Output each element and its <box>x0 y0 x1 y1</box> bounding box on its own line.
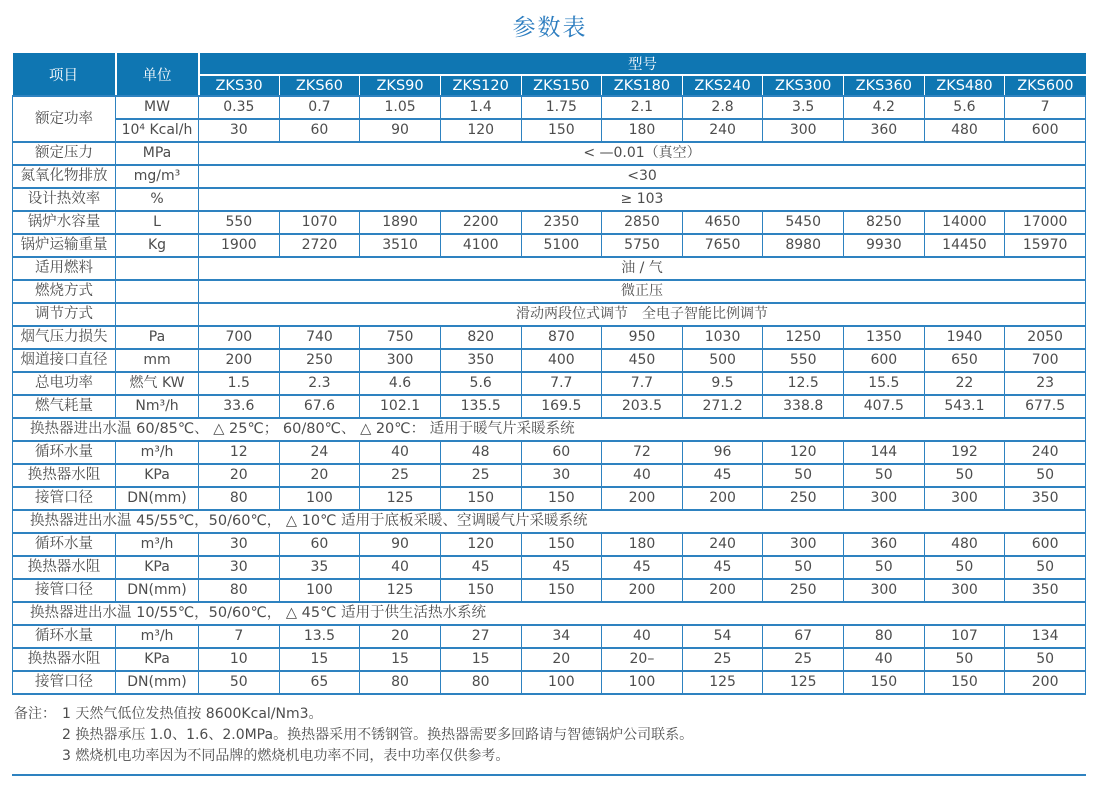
table-row <box>13 464 1086 487</box>
cell-value: 1.5 <box>199 372 280 395</box>
cell-value: 700 <box>199 326 280 349</box>
cell-value: 150 <box>844 671 925 694</box>
cell-value: 72 <box>602 441 683 464</box>
cell-value: 750 <box>360 326 441 349</box>
cell-value: 407.5 <box>844 395 925 418</box>
column-header-item: 项目 <box>13 53 116 96</box>
row-label: 循环水量 <box>13 441 116 464</box>
note-line: 2 换热器承压 1.0、1.6、2.0MPa。换热器采用不锈钢管。换热器需要多回路请与智德锅炉公司联系。 <box>62 727 694 743</box>
model-column-header: ZKS360 <box>844 75 925 96</box>
cell-value: 50 <box>199 671 280 694</box>
cell-value: 50 <box>924 648 1005 671</box>
cell-value: 40 <box>844 648 925 671</box>
model-column-header: ZKS120 <box>440 75 521 96</box>
cell-value: 1.4 <box>440 96 521 119</box>
row-label: 循环水量 <box>13 533 116 556</box>
cell-value: 15 <box>440 648 521 671</box>
cell-value: 15 <box>279 648 360 671</box>
cell-value: 200 <box>199 349 280 372</box>
bottom-divider <box>12 774 1086 776</box>
cell-value: 677.5 <box>1005 395 1086 418</box>
cell-value: 2050 <box>1005 326 1086 349</box>
cell-value: 125 <box>763 671 844 694</box>
cell-value: 25 <box>682 648 763 671</box>
cell-value: 4.2 <box>844 96 925 119</box>
cell-value: 950 <box>602 326 683 349</box>
row-unit: mm <box>116 349 199 372</box>
cell-value: 107 <box>924 625 1005 648</box>
model-column-header: ZKS480 <box>924 75 1005 96</box>
cell-value: 50 <box>844 464 925 487</box>
span-value: < —0.01（真空） <box>199 142 1086 165</box>
cell-value: 300 <box>763 533 844 556</box>
cell-value: 125 <box>360 487 441 510</box>
cell-value: 240 <box>1005 441 1086 464</box>
cell-value: 0.7 <box>279 96 360 119</box>
cell-value: 90 <box>360 533 441 556</box>
cell-value: 24 <box>279 441 360 464</box>
cell-value: 25 <box>440 464 521 487</box>
cell-value: 550 <box>199 211 280 234</box>
cell-value: 100 <box>602 671 683 694</box>
cell-value: 50 <box>763 464 844 487</box>
cell-value: 200 <box>602 487 683 510</box>
cell-value: 150 <box>521 487 602 510</box>
row-unit <box>116 257 199 280</box>
row-label: 额定压力 <box>13 142 116 165</box>
row-unit: MW <box>116 96 199 119</box>
cell-value: 45 <box>602 556 683 579</box>
row-label: 接管口径 <box>13 487 116 510</box>
table-row <box>13 441 1086 464</box>
row-label: 接管口径 <box>13 671 116 694</box>
cell-value: 480 <box>924 119 1005 142</box>
cell-value: 870 <box>521 326 602 349</box>
model-column-header: ZKS30 <box>199 75 280 96</box>
row-unit: Pa <box>116 326 199 349</box>
table-body <box>13 96 1086 694</box>
cell-value: 360 <box>844 533 925 556</box>
cell-value: 45 <box>521 556 602 579</box>
cell-value: 300 <box>763 119 844 142</box>
cell-value: 80 <box>440 671 521 694</box>
table-row <box>13 303 1086 326</box>
cell-value: 40 <box>360 556 441 579</box>
row-label: 额定功率 <box>13 96 116 142</box>
cell-value: 150 <box>440 579 521 602</box>
span-value: <30 <box>199 165 1086 188</box>
cell-value: 7 <box>1005 96 1086 119</box>
cell-value: 1900 <box>199 234 280 257</box>
row-unit: 10⁴ Kcal/h <box>116 119 199 142</box>
cell-value: 8250 <box>844 211 925 234</box>
cell-value: 20 <box>279 464 360 487</box>
cell-value: 8980 <box>763 234 844 257</box>
notes-label: 备注： <box>14 706 56 722</box>
cell-value: 35 <box>279 556 360 579</box>
row-label: 燃烧方式 <box>13 280 116 303</box>
cell-value: 200 <box>682 487 763 510</box>
table-row <box>13 625 1086 648</box>
span-value: 微正压 <box>199 280 1086 303</box>
row-unit: m³/h <box>116 533 199 556</box>
page-title: 参数表 <box>512 15 588 41</box>
table-row <box>13 257 1086 280</box>
table-row <box>13 533 1086 556</box>
table-row <box>13 119 1086 142</box>
row-label: 锅炉水容量 <box>13 211 116 234</box>
cell-value: 7.7 <box>602 372 683 395</box>
row-label: 适用燃料 <box>13 257 116 280</box>
cell-value: 180 <box>602 533 683 556</box>
cell-value: 144 <box>844 441 925 464</box>
cell-value: 250 <box>279 349 360 372</box>
cell-value: 80 <box>199 579 280 602</box>
span-value: 油 / 气 <box>199 257 1086 280</box>
span-value: ≥ 103 <box>199 188 1086 211</box>
cell-value: 203.5 <box>602 395 683 418</box>
cell-value: 2200 <box>440 211 521 234</box>
cell-value: 40 <box>602 625 683 648</box>
cell-value: 150 <box>924 671 1005 694</box>
row-unit: Kg <box>116 234 199 257</box>
model-column-header: ZKS240 <box>682 75 763 96</box>
cell-value: 50 <box>924 464 1005 487</box>
table-row <box>13 188 1086 211</box>
table-row <box>13 487 1086 510</box>
cell-value: 271.2 <box>682 395 763 418</box>
cell-value: 23 <box>1005 372 1086 395</box>
cell-value: 600 <box>844 349 925 372</box>
cell-value: 45 <box>682 464 763 487</box>
cell-value: 5.6 <box>440 372 521 395</box>
section-header: 换热器进出水温 60/85℃、 △ 25℃； 60/80℃、 △ 20℃： 适用于暖气片采暖系统 <box>13 418 1086 441</box>
cell-value: 40 <box>602 464 683 487</box>
cell-value: 120 <box>440 533 521 556</box>
row-label: 烟气压力损失 <box>13 326 116 349</box>
cell-value: 150 <box>521 579 602 602</box>
cell-value: 169.5 <box>521 395 602 418</box>
cell-value: 2850 <box>602 211 683 234</box>
row-unit: mg/m³ <box>116 165 199 188</box>
row-unit: m³/h <box>116 625 199 648</box>
row-label: 调节方式 <box>13 303 116 326</box>
cell-value: 650 <box>924 349 1005 372</box>
table-row <box>13 349 1086 372</box>
cell-value: 14450 <box>924 234 1005 257</box>
cell-value: 45 <box>682 556 763 579</box>
model-column-header: ZKS60 <box>279 75 360 96</box>
cell-value: 10 <box>199 648 280 671</box>
cell-value: 9.5 <box>682 372 763 395</box>
cell-value: 90 <box>360 119 441 142</box>
cell-value: 50 <box>1005 556 1086 579</box>
cell-value: 60 <box>521 441 602 464</box>
cell-value: 100 <box>279 579 360 602</box>
cell-value: 50 <box>924 556 1005 579</box>
cell-value: 120 <box>763 441 844 464</box>
model-column-header: ZKS300 <box>763 75 844 96</box>
cell-value: 13.5 <box>279 625 360 648</box>
row-unit: KPa <box>116 464 199 487</box>
row-label: 锅炉运输重量 <box>13 234 116 257</box>
row-unit: DN(mm) <box>116 579 199 602</box>
cell-value: 4.6 <box>360 372 441 395</box>
row-label: 换热器水阻 <box>13 648 116 671</box>
cell-value: 7.7 <box>521 372 602 395</box>
cell-value: 50 <box>844 556 925 579</box>
cell-value: 180 <box>602 119 683 142</box>
cell-value: 15 <box>360 648 441 671</box>
row-unit: DN(mm) <box>116 671 199 694</box>
cell-value: 3510 <box>360 234 441 257</box>
row-label: 循环水量 <box>13 625 116 648</box>
table-row <box>13 579 1086 602</box>
row-unit: KPa <box>116 648 199 671</box>
cell-value: 80 <box>360 671 441 694</box>
cell-value: 125 <box>360 579 441 602</box>
row-unit: KPa <box>116 556 199 579</box>
cell-value: 20 <box>199 464 280 487</box>
cell-value: 2.8 <box>682 96 763 119</box>
cell-value: 5450 <box>763 211 844 234</box>
cell-value: 150 <box>440 487 521 510</box>
cell-value: 0.35 <box>199 96 280 119</box>
table-header <box>13 53 1086 96</box>
cell-value: 25 <box>763 648 844 671</box>
cell-value: 2720 <box>279 234 360 257</box>
cell-value: 54 <box>682 625 763 648</box>
model-column-header: ZKS600 <box>1005 75 1086 96</box>
table-row <box>13 165 1086 188</box>
cell-value: 15970 <box>1005 234 1086 257</box>
cell-value: 48 <box>440 441 521 464</box>
row-unit <box>116 280 199 303</box>
column-header-unit: 单位 <box>116 53 199 96</box>
header-row-group <box>13 53 1086 75</box>
cell-value: 50 <box>1005 648 1086 671</box>
cell-value: 1030 <box>682 326 763 349</box>
cell-value: 27 <box>440 625 521 648</box>
cell-value: 30 <box>199 119 280 142</box>
table-row <box>13 418 1086 441</box>
cell-value: 20 <box>360 625 441 648</box>
cell-value: 30 <box>199 556 280 579</box>
section-header: 换热器进出水温 45/55℃，50/60℃， △ 10℃ 适用于底板采暖、空调暖气片采暖系统 <box>13 510 1086 533</box>
cell-value: 550 <box>763 349 844 372</box>
model-column-header: ZKS180 <box>602 75 683 96</box>
cell-value: 1940 <box>924 326 1005 349</box>
cell-value: 820 <box>440 326 521 349</box>
cell-value: 5100 <box>521 234 602 257</box>
cell-value: 5.6 <box>924 96 1005 119</box>
cell-value: 80 <box>199 487 280 510</box>
model-column-header: ZKS90 <box>360 75 441 96</box>
row-unit <box>116 303 199 326</box>
cell-value: 14000 <box>924 211 1005 234</box>
cell-value: 1070 <box>279 211 360 234</box>
cell-value: 700 <box>1005 349 1086 372</box>
table-row <box>13 671 1086 694</box>
cell-value: 15.5 <box>844 372 925 395</box>
cell-value: 2350 <box>521 211 602 234</box>
column-header-model-group: 型号 <box>199 53 1086 75</box>
cell-value: 12 <box>199 441 280 464</box>
cell-value: 50 <box>763 556 844 579</box>
cell-value: 134 <box>1005 625 1086 648</box>
table-row <box>13 326 1086 349</box>
row-unit: 燃气 KW <box>116 372 199 395</box>
section-header: 换热器进出水温 10/55℃，50/60℃， △ 45℃ 适用于供生活热水系统 <box>13 602 1086 625</box>
cell-value: 300 <box>924 579 1005 602</box>
cell-value: 200 <box>682 579 763 602</box>
row-label: 设计热效率 <box>13 188 116 211</box>
row-label: 燃气耗量 <box>13 395 116 418</box>
cell-value: 120 <box>440 119 521 142</box>
note-line: 1 天然气低位发热值按 8600Kcal/Nm3。 <box>62 706 323 722</box>
cell-value: 33.6 <box>199 395 280 418</box>
cell-value: 20 <box>521 648 602 671</box>
cell-value: 500 <box>682 349 763 372</box>
cell-value: 600 <box>1005 533 1086 556</box>
cell-value: 1.05 <box>360 96 441 119</box>
cell-value: 1350 <box>844 326 925 349</box>
cell-value: 65 <box>279 671 360 694</box>
row-unit: MPa <box>116 142 199 165</box>
table-row <box>13 234 1086 257</box>
cell-value: 300 <box>844 579 925 602</box>
cell-value: 1890 <box>360 211 441 234</box>
cell-value: 300 <box>844 487 925 510</box>
cell-value: 125 <box>682 671 763 694</box>
row-label: 接管口径 <box>13 579 116 602</box>
row-unit: DN(mm) <box>116 487 199 510</box>
table-row <box>13 510 1086 533</box>
row-label: 烟道接口直径 <box>13 349 116 372</box>
cell-value: 4100 <box>440 234 521 257</box>
span-value: 滑动两段位式调节 全电子智能比例调节 <box>199 303 1086 326</box>
cell-value: 250 <box>763 579 844 602</box>
row-unit: Nm³/h <box>116 395 199 418</box>
cell-value: 96 <box>682 441 763 464</box>
cell-value: 400 <box>521 349 602 372</box>
cell-value: 300 <box>924 487 1005 510</box>
cell-value: 12.5 <box>763 372 844 395</box>
cell-value: 150 <box>521 533 602 556</box>
cell-value: 7650 <box>682 234 763 257</box>
cell-value: 9930 <box>844 234 925 257</box>
cell-value: 22 <box>924 372 1005 395</box>
cell-value: 100 <box>521 671 602 694</box>
row-label: 换热器水阻 <box>13 464 116 487</box>
cell-value: 60 <box>279 533 360 556</box>
table-row <box>13 602 1086 625</box>
model-column-header: ZKS150 <box>521 75 602 96</box>
cell-value: 240 <box>682 119 763 142</box>
cell-value: 350 <box>1005 487 1086 510</box>
cell-value: 100 <box>279 487 360 510</box>
row-label: 总电功率 <box>13 372 116 395</box>
cell-value: 600 <box>1005 119 1086 142</box>
cell-value: 45 <box>440 556 521 579</box>
table-row <box>13 395 1086 418</box>
table-row <box>13 142 1086 165</box>
cell-value: 4650 <box>682 211 763 234</box>
cell-value: 60 <box>279 119 360 142</box>
cell-value: 20– <box>602 648 683 671</box>
row-label: 氮氧化物排放 <box>13 165 116 188</box>
cell-value: 2.1 <box>602 96 683 119</box>
cell-value: 240 <box>682 533 763 556</box>
cell-value: 3.5 <box>763 96 844 119</box>
note-line: 3 燃烧机电功率因为不同品牌的燃烧机电功率不同，表中功率仅供参考。 <box>62 748 510 764</box>
cell-value: 1.75 <box>521 96 602 119</box>
table-row <box>13 556 1086 579</box>
cell-value: 250 <box>763 487 844 510</box>
notes-list <box>62 704 1100 767</box>
cell-value: 30 <box>199 533 280 556</box>
cell-value: 480 <box>924 533 1005 556</box>
cell-value: 135.5 <box>440 395 521 418</box>
row-unit: L <box>116 211 199 234</box>
cell-value: 543.1 <box>924 395 1005 418</box>
table-row <box>13 96 1086 119</box>
notes <box>14 704 1100 767</box>
cell-value: 40 <box>360 441 441 464</box>
cell-value: 25 <box>360 464 441 487</box>
cell-value: 17000 <box>1005 211 1086 234</box>
cell-value: 102.1 <box>360 395 441 418</box>
parameter-table <box>12 53 1086 695</box>
cell-value: 192 <box>924 441 1005 464</box>
row-unit: m³/h <box>116 441 199 464</box>
cell-value: 5750 <box>602 234 683 257</box>
cell-value: 200 <box>602 579 683 602</box>
cell-value: 2.3 <box>279 372 360 395</box>
cell-value: 350 <box>440 349 521 372</box>
cell-value: 740 <box>279 326 360 349</box>
cell-value: 1250 <box>763 326 844 349</box>
cell-value: 300 <box>360 349 441 372</box>
cell-value: 450 <box>602 349 683 372</box>
table-row <box>13 372 1086 395</box>
row-label: 换热器水阻 <box>13 556 116 579</box>
cell-value: 67.6 <box>279 395 360 418</box>
cell-value: 30 <box>521 464 602 487</box>
table-row <box>13 211 1086 234</box>
cell-value: 67 <box>763 625 844 648</box>
cell-value: 150 <box>521 119 602 142</box>
table-row <box>13 648 1086 671</box>
cell-value: 80 <box>844 625 925 648</box>
cell-value: 200 <box>1005 671 1086 694</box>
cell-value: 50 <box>1005 464 1086 487</box>
cell-value: 360 <box>844 119 925 142</box>
cell-value: 7 <box>199 625 280 648</box>
row-unit: % <box>116 188 199 211</box>
cell-value: 338.8 <box>763 395 844 418</box>
cell-value: 34 <box>521 625 602 648</box>
cell-value: 350 <box>1005 579 1086 602</box>
table-row <box>13 280 1086 303</box>
